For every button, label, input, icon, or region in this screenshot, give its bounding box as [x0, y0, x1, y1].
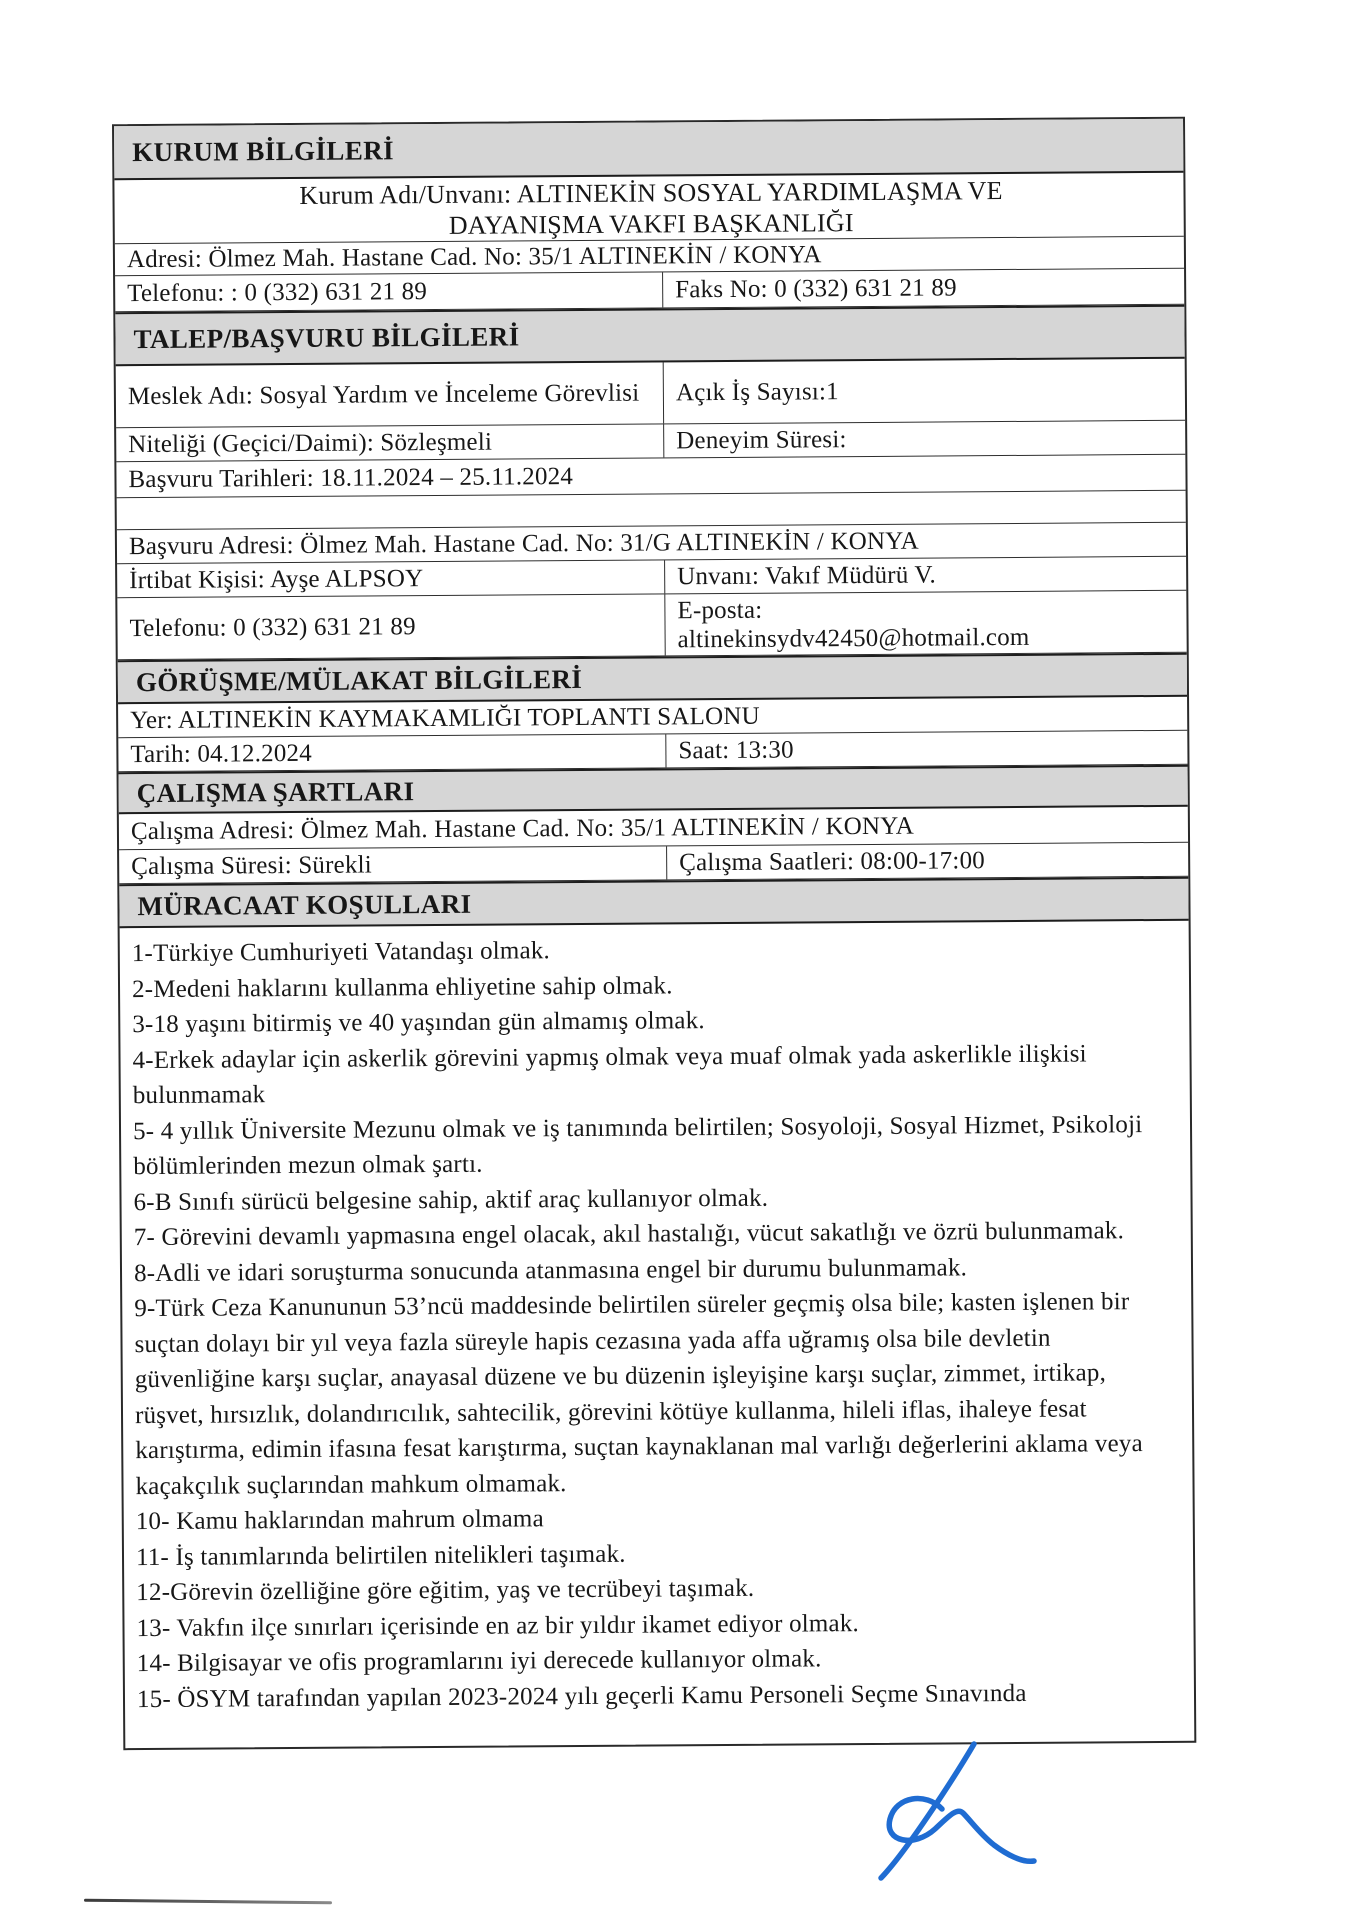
faks-value: Faks No: 0 (332) 631 21 89	[675, 274, 957, 304]
eposta-value: altinekinsydv42450@hotmail.com	[677, 623, 1030, 653]
basvuru-tarihleri-value: Başvuru Tarihleri: 18.11.2024 – 25.11.2024	[128, 463, 574, 494]
row-meslek	[116, 359, 1185, 428]
eposta-cell	[665, 591, 1186, 656]
requirement-item: 2-Medeni haklarını kullanma ehliyetine sahip olmak.	[131, 971, 673, 1003]
adresi-value: Adresi: Ölmez Mah. Hastane Cad. No: 35/1 ALTINEKİN / KONYA	[126, 241, 822, 274]
requirement-item: 3-18 yaşını bitirmiş ve 40 yaşından gün almamış olmak.	[132, 1007, 705, 1039]
section-header-gorusme-mulakat	[118, 653, 1187, 704]
requirements-list	[120, 921, 1195, 1748]
requirement-item: 4-Erkek adaylar için askerlik görevini yapmış olmak veya muaf olmak yada askerlikle ilişkisi bulunmamak	[132, 1039, 1087, 1110]
saat-value: Saat: 13:30	[678, 736, 794, 765]
handwritten-signature	[852, 1732, 1062, 1902]
basvuru-adresi-value: Başvuru Adresi: Ölmez Mah. Hastane Cad. No: 31/G ALTINEKİN / KONYA	[128, 527, 919, 561]
requirement-item: 13- Vakfın ilçe sınırları içerisinde en az bir yıldır ikamet ediyor olmak.	[136, 1609, 860, 1642]
section-header-label: ÇALIŞMA ŞARTLARI	[136, 775, 415, 808]
form-table	[112, 117, 1196, 1750]
calisma-saatleri-value: Çalışma Saatleri: 08:00-17:00	[679, 847, 986, 877]
section-header-talep-basvuru	[115, 305, 1184, 366]
telefon-value: Telefonu: : 0 (332) 631 21 89	[115, 272, 663, 311]
scan-edge-artifact	[84, 1899, 332, 1905]
yer-value: Yer: ALTINEKİN KAYMAKAMLIĞI TOPLANTI SALONU	[130, 702, 760, 735]
requirement-item: 15- ÖSYM tarafından yapılan 2023-2024 yılı geçerli Kamu Personeli Seçme Sınavında	[136, 1679, 1027, 1713]
unvani-value: Unvanı: Vakıf Müdürü V.	[677, 561, 937, 591]
telefon2-value: Telefonu: 0 (332) 631 21 89	[117, 594, 665, 659]
calisma-adresi-value: Çalışma Adresi: Ölmez Mah. Hastane Cad. No: 35/1 ALTINEKİN / KONYA	[130, 812, 915, 846]
requirement-item: 1-Türkiye Cumhuriyeti Vatandaşı olmak.	[131, 937, 551, 968]
eposta-label: E-posta:	[677, 596, 763, 624]
section-header-label: MÜRACAAT KOŞULLARI	[137, 888, 472, 921]
deneyim-suresi-value: Deneyim Süresi:	[676, 426, 847, 455]
calisma-suresi-value: Çalışma Süresi: Sürekli	[119, 846, 667, 883]
kurum-adi-cell	[114, 173, 1183, 243]
section-header-label: KURUM BİLGİLERİ	[132, 134, 395, 167]
tarih-value: Tarih: 04.12.2024	[118, 734, 666, 771]
empty-cell	[117, 498, 137, 529]
requirement-item: 14- Bilgisayar ve ofis programlarını iyi derecede kullanıyor olmak.	[136, 1645, 822, 1678]
row-telefon-eposta	[117, 591, 1186, 660]
section-header-kurum-bilgileri	[114, 119, 1183, 180]
niteligi-value: Niteliği (Geçici/Daimi): Sözleşmeli	[116, 424, 664, 461]
acik-is-sayisi-value: Açık İş Sayısı:1	[675, 378, 839, 407]
kurum-adi-value: Kurum Adı/Unvanı: ALTINEKİN SOSYAL YARDIMLAŞMA VE DAYANIŞMA VAKFI BAŞKANLIĞI	[299, 175, 1003, 240]
requirement-item: 11- İş tanımlarında belirtilen nitelikleri taşımak.	[135, 1540, 626, 1571]
requirement-item: 6-B Sınıfı sürücü belgesine sahip, aktif araç kullanıyor olmak.	[133, 1184, 769, 1216]
requirement-item: 9-Türk Ceza Kanununun 53’ncü maddesinde belirtilen süreler geçmiş olsa bile; kasten işlenen bir suçtan dolayı bir yıl veya fazla süreyle hapis cezasına yada affa uğramış olsa bile devletin güvenliğine karşı suçlar, anayasal düzene ve bu düzenin işleyişine karşı suçlar, zimmet, irtikap, rüşvet, hırsızlık, dolandırıcılık, sahtecilik, görevini kötüye kullanma, hileli iflas, ihaleye fesat karıştırma, edimin ifasına fesat karıştırma, suçtan kaynaklanan mal varlığı değerlerini aklama veya kaçakçılık suçlarından mahkum olmamak.	[134, 1288, 1143, 1500]
section-header-calisma-sartlari	[119, 765, 1188, 814]
requirement-item: 8-Adli ve idari soruşturma sonucunda atanmasına engel bir durumu bulunmamak.	[133, 1253, 968, 1287]
section-header-label: TALEP/BAŞVURU BİLGİLERİ	[133, 320, 520, 354]
requirement-item: 7- Görevini devamlı yapmasına engel olacak, akıl hastalığı, vücut sakatlığı ve özrü bulunmamak.	[133, 1217, 1125, 1252]
requirement-item: 10- Kamu haklarından mahrum olmama	[135, 1505, 544, 1536]
requirement-item: 12-Görevin özelliğine göre eğitim, yaş ve tecrübeyi taşımak.	[136, 1574, 755, 1607]
irtibat-kisisi-value: İrtibat Kişisi: Ayşe ALPSOY	[117, 560, 665, 597]
section-header-muracaat-kosullari	[119, 877, 1188, 928]
meslek-adi-value: Meslek Adı: Sosyal Yardım ve İnceleme Görevlisi	[116, 362, 664, 427]
requirement-item: 5- 4 yıllık Üniversite Mezunu olmak ve iş tanımında belirtilen; Sosyoloji, Sosyal Hizmet, Psikoloji bölümlerinden mezun olmak şartı.	[132, 1110, 1143, 1181]
row-kurum-adi	[114, 173, 1183, 244]
section-header-label: GÖRÜŞME/MÜLAKAT BİLGİLERİ	[135, 663, 583, 697]
